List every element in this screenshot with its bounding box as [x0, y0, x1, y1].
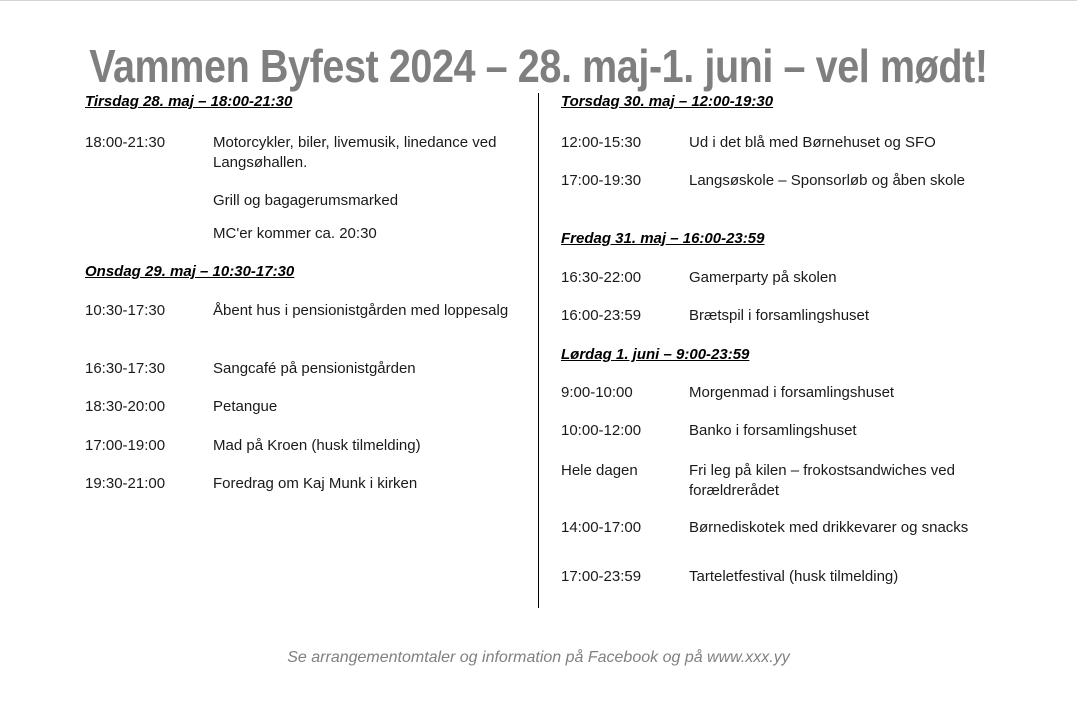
event-time: Hele dagen [561, 462, 638, 479]
event-row [561, 518, 989, 538]
event-description: Mad på Kroen (husk tilmelding) [213, 437, 421, 454]
event-row [85, 301, 513, 321]
event-time: 18:00-21:30 [85, 134, 166, 151]
event-row [561, 306, 989, 326]
event-description: Petangue [213, 398, 278, 415]
event-row [561, 383, 989, 403]
event-time: 16:30-17:30 [85, 360, 166, 377]
day-heading-friday: Fredag 31. maj – 16:00-23:59 [561, 230, 765, 247]
event-description: MC'er kommer ca. 20:30 [213, 225, 377, 242]
event-time: 19:30-21:00 [85, 475, 166, 492]
event-time: 10:30-17:30 [85, 302, 166, 319]
event-time [85, 191, 213, 211]
event-time [85, 224, 213, 244]
event-row [85, 191, 513, 211]
event-description: Fri leg på kilen – frokostsandwiches ved forældrerådet [689, 462, 955, 499]
event-description: Ud i det blå med Børnehuset og SFO [689, 134, 936, 151]
event-time: 18:30-20:00 [85, 398, 166, 415]
event-description: Gamerparty på skolen [689, 269, 837, 286]
event-description: Langsøskole – Sponsorløb og åben skole [689, 172, 966, 189]
event-row [85, 133, 513, 172]
event-description: Motorcykler, biler, livemusik, linedance ved Langsøhallen. [213, 134, 497, 171]
event-row [85, 224, 513, 244]
event-time: 10:00-12:00 [561, 422, 642, 439]
event-description: Åbent hus i pensionistgården med loppesalg [213, 302, 509, 319]
column-divider [538, 93, 539, 608]
event-time: 12:00-15:30 [561, 134, 642, 151]
event-row [561, 567, 989, 587]
footer-note: Se arrangementomtaler og information på Facebook og på www.xxx.yy [287, 649, 790, 666]
day-heading-saturday: Lørdag 1. juni – 9:00-23:59 [561, 346, 750, 363]
day-heading-tuesday: Tirsdag 28. maj – 18:00-21:30 [85, 93, 293, 110]
event-row [561, 421, 989, 441]
event-time: 14:00-17:00 [561, 519, 642, 536]
day-heading-thursday: Torsdag 30. maj – 12:00-19:30 [561, 93, 774, 110]
event-description: Sangcafé på pensionistgården [213, 360, 416, 377]
event-time: 17:00-23:59 [561, 568, 642, 585]
event-time: 16:00-23:59 [561, 307, 642, 324]
event-row [561, 461, 989, 500]
event-description: Morgenmad i forsamlingshuset [689, 384, 895, 401]
event-description: Foredrag om Kaj Munk i kirken [213, 475, 418, 492]
event-description: Brætspil i forsamlingshuset [689, 307, 870, 324]
page-title: Vammen Byfest 2024 – 28. maj-1. juni – vel mødt! [89, 40, 988, 92]
event-row [561, 268, 989, 288]
day-heading-wednesday: Onsdag 29. maj – 10:30-17:30 [85, 263, 295, 280]
event-row [561, 171, 989, 191]
event-description: Børnediskotek med drikkevarer og snacks [689, 519, 969, 536]
event-row [561, 133, 989, 153]
event-time: 16:30-22:00 [561, 269, 642, 286]
event-description: Banko i forsamlingshuset [689, 422, 857, 439]
event-row [85, 474, 513, 494]
event-row [85, 397, 513, 417]
event-time: 17:00-19:00 [85, 437, 166, 454]
top-rule [0, 0, 1077, 1]
event-description: Tarteletfestival (husk tilmelding) [689, 568, 899, 585]
event-time: 17:00-19:30 [561, 172, 642, 189]
event-row [85, 359, 513, 379]
event-row [85, 436, 513, 456]
event-description: Grill og bagagerumsmarked [213, 192, 399, 209]
event-time: 9:00-10:00 [561, 384, 633, 401]
